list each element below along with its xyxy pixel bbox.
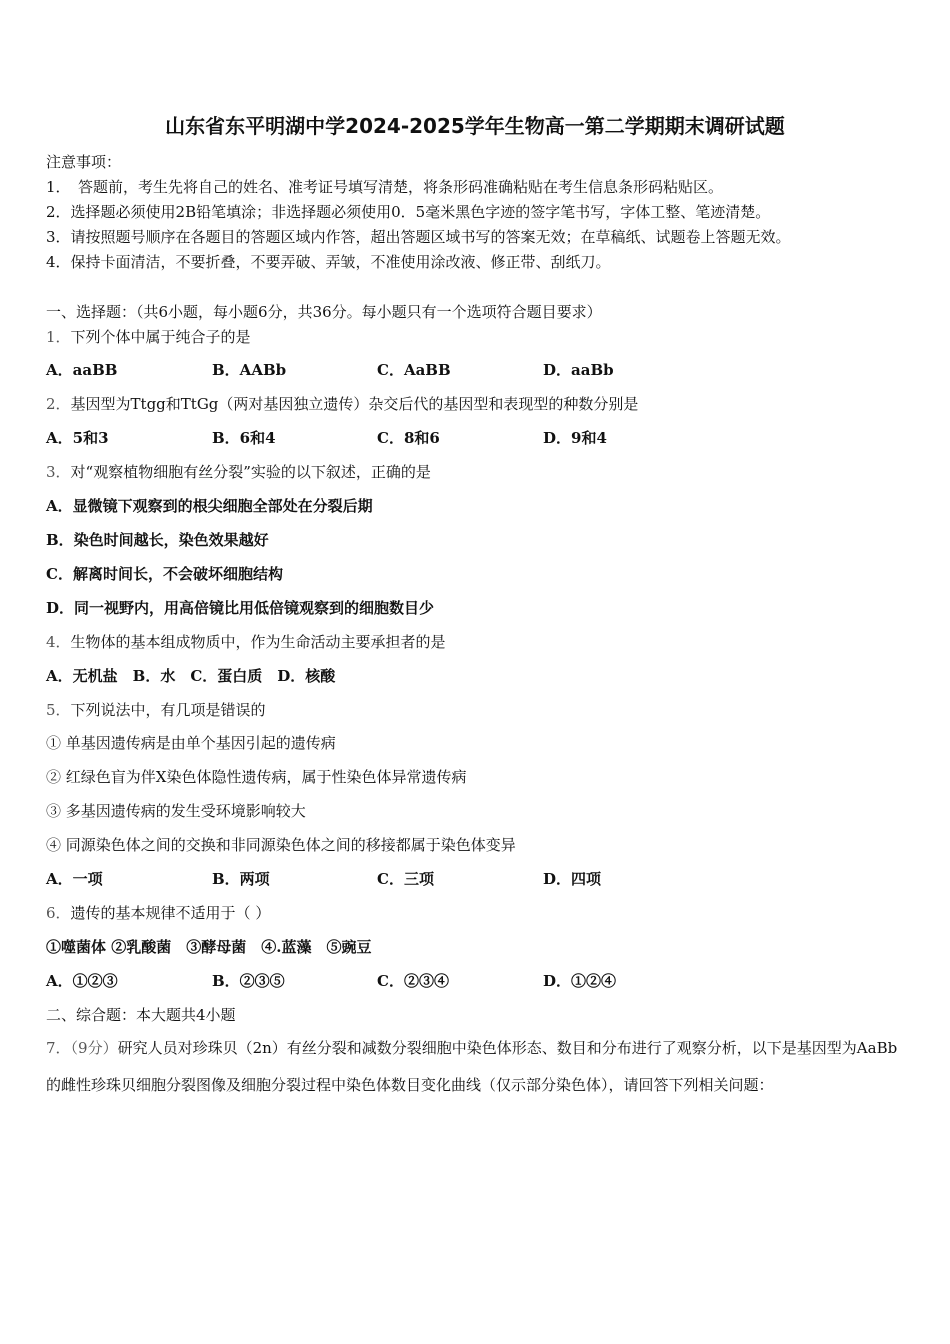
q5-statement-1: ① 单基因遗传病是由单个基因引起的遗传病 <box>46 734 336 752</box>
question-number: 6． <box>46 904 71 922</box>
section2-heading: 二、综合题：本大题共4小题 <box>46 1006 236 1024</box>
question-number: 2． <box>46 395 71 413</box>
question-stem: 下列说法中，有几项是错误的 <box>70 701 266 719</box>
notice-item-2: 2．选择题必须使用2B铅笔填涂；非选择题必须使用0．5毫米黑色字迹的签字笔书写，字体工整、笔迹清楚。 <box>46 203 771 221</box>
q6-option-d: D．①②④ <box>543 972 617 990</box>
notice-item-1: 1． 答题前，考生先将自己的姓名、准考证号填写清楚，将条形码准确粘贴在考生信息条形码粘贴区。 <box>46 178 724 196</box>
q6-items: ①噬菌体 ②乳酸菌 ③酵母菌 ④.蓝藻 ⑤豌豆 <box>46 938 372 956</box>
question-7 <box>46 1030 908 1104</box>
question-1 <box>46 327 251 347</box>
question-2 <box>46 394 638 414</box>
q2-option-b: B．6和4 <box>212 429 276 447</box>
q5-statement-4: ④ 同源染色体之间的交换和非同源染色体之间的移接都属于染色体变异 <box>46 836 516 854</box>
q5-option-a: A．一项 <box>46 870 103 888</box>
section1-heading: 一、选择题：（共6小题，每小题6分，共36分。每小题只有一个选项符合题目要求） <box>46 303 602 321</box>
q5-statement-2: ② 红绿色盲为伴X染色体隐性遗传病，属于性染色体异常遗传病 <box>46 768 467 786</box>
question-number: 1． <box>46 328 71 346</box>
q3-option-a: A．显微镜下观察到的根尖细胞全部处在分裂后期 <box>46 497 373 515</box>
question-number: 4． <box>46 633 71 651</box>
question-stem: 下列个体中属于纯合子的是 <box>70 328 251 346</box>
q1-option-b: B．AABb <box>212 361 287 379</box>
question-number: 7． <box>46 1039 71 1057</box>
q5-statement-3: ③ 多基因遗传病的发生受环境影响较大 <box>46 802 306 820</box>
notice-item-4: 4．保持卡面清洁，不要折叠，不要弄破、弄皱，不准使用涂改液、修正带、刮纸刀。 <box>46 253 611 271</box>
question-6 <box>46 903 270 923</box>
q5-option-c: C．三项 <box>377 870 434 888</box>
question-5 <box>46 700 266 720</box>
q3-option-c: C．解离时间长，不会破坏细胞结构 <box>46 565 283 583</box>
q5-option-d: D．四项 <box>543 870 602 888</box>
q2-option-c: C．8和6 <box>377 429 440 447</box>
q2-option-d: D．9和4 <box>543 429 607 447</box>
q3-option-d: D．同一视野内，用高倍镜比用低倍镜观察到的细胞数目少 <box>46 599 435 617</box>
question-number: 3． <box>46 463 71 481</box>
question-stem: 遗传的基本规律不适用于（ ） <box>70 904 271 922</box>
question-text: 研究人员对珍珠贝（2n）有丝分裂和减数分裂细胞中染色体形态、数目和分布进行了观察分析，以下是基因型为AaBb的雌性珍珠贝细胞分裂图像及细胞分裂过程中染色体数目变化曲线（仅示部分染色体），请回答下列相关问题： <box>46 1039 898 1094</box>
q1-option-c: C．AaBB <box>377 361 451 379</box>
question-score: （9分） <box>70 1039 118 1057</box>
question-number: 5． <box>46 701 71 719</box>
question-4 <box>46 632 446 652</box>
q4-options: A．无机盐 B．水 C．蛋白质 D．核酸 <box>46 667 336 685</box>
q6-option-b: B．②③⑤ <box>212 972 285 990</box>
question-stem: 生物体的基本组成物质中，作为生命活动主要承担者的是 <box>70 633 446 651</box>
q6-option-a: A．①②③ <box>46 972 118 990</box>
q1-option-a: A．aaBB <box>46 361 118 379</box>
q1-option-d: D．aaBb <box>543 361 614 379</box>
page-title: 山东省东平明湖中学2024-2025学年生物高一第二学期期末调研试题 <box>165 114 785 138</box>
notice-heading: 注意事项： <box>46 153 122 171</box>
q5-option-b: B．两项 <box>212 870 270 888</box>
question-3 <box>46 462 431 482</box>
question-stem: 基因型为Ttgg和TtGg（两对基因独立遗传）杂交后代的基因型和表现型的种数分别是 <box>70 395 639 413</box>
q3-option-b: B．染色时间越长，染色效果越好 <box>46 531 269 549</box>
question-stem: 对“观察植物细胞有丝分裂”实验的以下叙述，正确的是 <box>70 463 431 481</box>
q6-option-c: C．②③④ <box>377 972 449 990</box>
q2-option-a: A．5和3 <box>46 429 109 447</box>
notice-item-3: 3．请按照题号顺序在各题目的答题区域内作答，超出答题区域书写的答案无效；在草稿纸、试题卷上答题无效。 <box>46 228 791 246</box>
